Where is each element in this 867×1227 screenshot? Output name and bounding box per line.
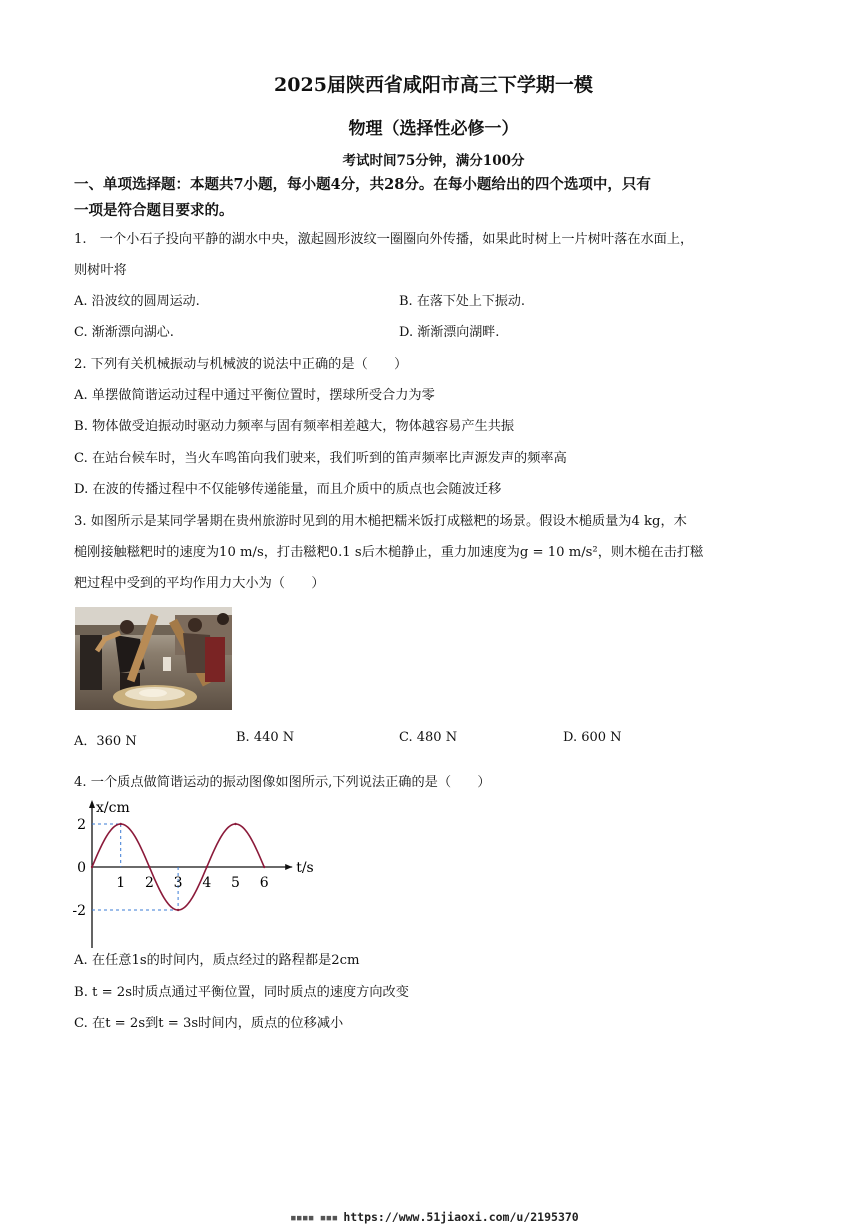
exam-time: 考试时间75分钟，满分100分 (342, 153, 525, 169)
footer-url-text[interactable]: https://www.51jiaoxi.com/u/2195370 (343, 1210, 579, 1224)
q1-stem-line1: 1. 一个小石子投向平静的湖水中央，激起圆形波纹一圈圈向外传播，如果此时树上一片树叶落在水面上， (74, 232, 694, 247)
q3-option-b: B. 440 N (236, 730, 295, 745)
x-tick-label: 1 (116, 875, 126, 891)
footer-dots: ▪▪▪▪ ▪▪▪ (290, 1210, 344, 1224)
q3-option-d: D. 600 N (563, 730, 622, 745)
x-tick-label: 3 (173, 875, 183, 891)
data-point (177, 909, 179, 911)
footer-url[interactable] (290, 1210, 579, 1224)
q2-option-d: D. 在波的传播过程中不仅能够传递能量，而且介质中的质点也会随波迁移 (74, 482, 502, 497)
q4-stem: 4. 一个质点做简谐运动的振动图像如图所示,下列说法正确的是（ ） (74, 775, 491, 790)
data-point (206, 866, 208, 868)
y-axis-arrow (89, 800, 95, 808)
y-tick-label: -2 (72, 903, 86, 919)
x-axis-label: t/s (296, 860, 314, 876)
q4-option-c: C. 在t = 2s到t = 3s时间内，质点的位移减小 (74, 1016, 344, 1031)
q2-option-a: A. 单摆做简谐运动过程中通过平衡位置时，摆球所受合力为零 (74, 388, 435, 403)
q1-option-c: C. 渐渐漂向湖心. (74, 325, 174, 340)
q3-stem-line3: 粑过程中受到的平均作用力大小为（ ） (74, 576, 325, 591)
x-tick-label: 2 (144, 875, 154, 891)
data-point (91, 866, 93, 868)
ciba-pounding-photo (75, 607, 232, 710)
q3-option-a: A．360 N (74, 734, 137, 749)
section-heading-line2: 一项是符合题目要求的。 (74, 202, 234, 219)
q2-stem: 2. 下列有关机械振动与机械波的说法中正确的是（ ） (74, 357, 408, 372)
page-title: 2025届陕西省咸阳市高三下学期一模 (274, 74, 593, 96)
x-axis-arrow (285, 864, 292, 870)
data-point (148, 866, 150, 868)
q2-option-c: C. 在站台候车时，当火车鸣笛向我们驶来，我们听到的笛声频率比声源发声的频率高 (74, 451, 567, 466)
q1-option-b: B. 在落下处上下振动. (399, 294, 525, 309)
y-axis-label: x/cm (96, 800, 130, 816)
q4-option-a: A. 在任意1s的时间内，质点经过的路程都是2cm (74, 953, 360, 968)
y-tick-label: 2 (77, 817, 86, 833)
q2-option-b: B. 物体做受迫振动时驱动力频率与固有频率相差越大，物体越容易产生共振 (74, 419, 515, 434)
q1-option-d: D. 渐渐漂向湖畔. (399, 325, 500, 340)
data-point (263, 866, 265, 868)
oscillation-graph (60, 790, 330, 950)
q3-stem-line1: 3. 如图所示是某同学暑期在贵州旅游时见到的用木槌把糯米饭打成糍粑的场景。假设木槌质量为4 kg，木 (74, 514, 687, 529)
data-point (120, 823, 122, 825)
q3-stem-line2: 槌刚接触糍粑时的速度为10 m/s，打击糍粑0.1 s后木槌静止，重力加速度为g = 10 m/s²，则木槌在击打糍 (74, 545, 704, 560)
q3-option-c: C. 480 N (399, 730, 458, 745)
section-heading-line1: 一、单项选择题：本题共7小题，每小题4分，共28分。在每小题给出的四个选项中，只有 (74, 176, 651, 193)
page-subtitle: 物理（选择性必修一） (348, 119, 519, 139)
x-tick-label: 5 (231, 875, 240, 891)
q1-option-a: A. 沿波纹的圆周运动. (74, 294, 200, 309)
x-tick-label: 4 (202, 875, 212, 891)
q1-stem-line2: 则树叶将 (74, 263, 127, 278)
data-point (234, 823, 236, 825)
q4-option-b: B. t = 2s时质点通过平衡位置，同时质点的速度方向改变 (74, 985, 409, 1000)
y-tick-label: 0 (77, 860, 86, 876)
x-tick-label: 6 (259, 875, 269, 891)
